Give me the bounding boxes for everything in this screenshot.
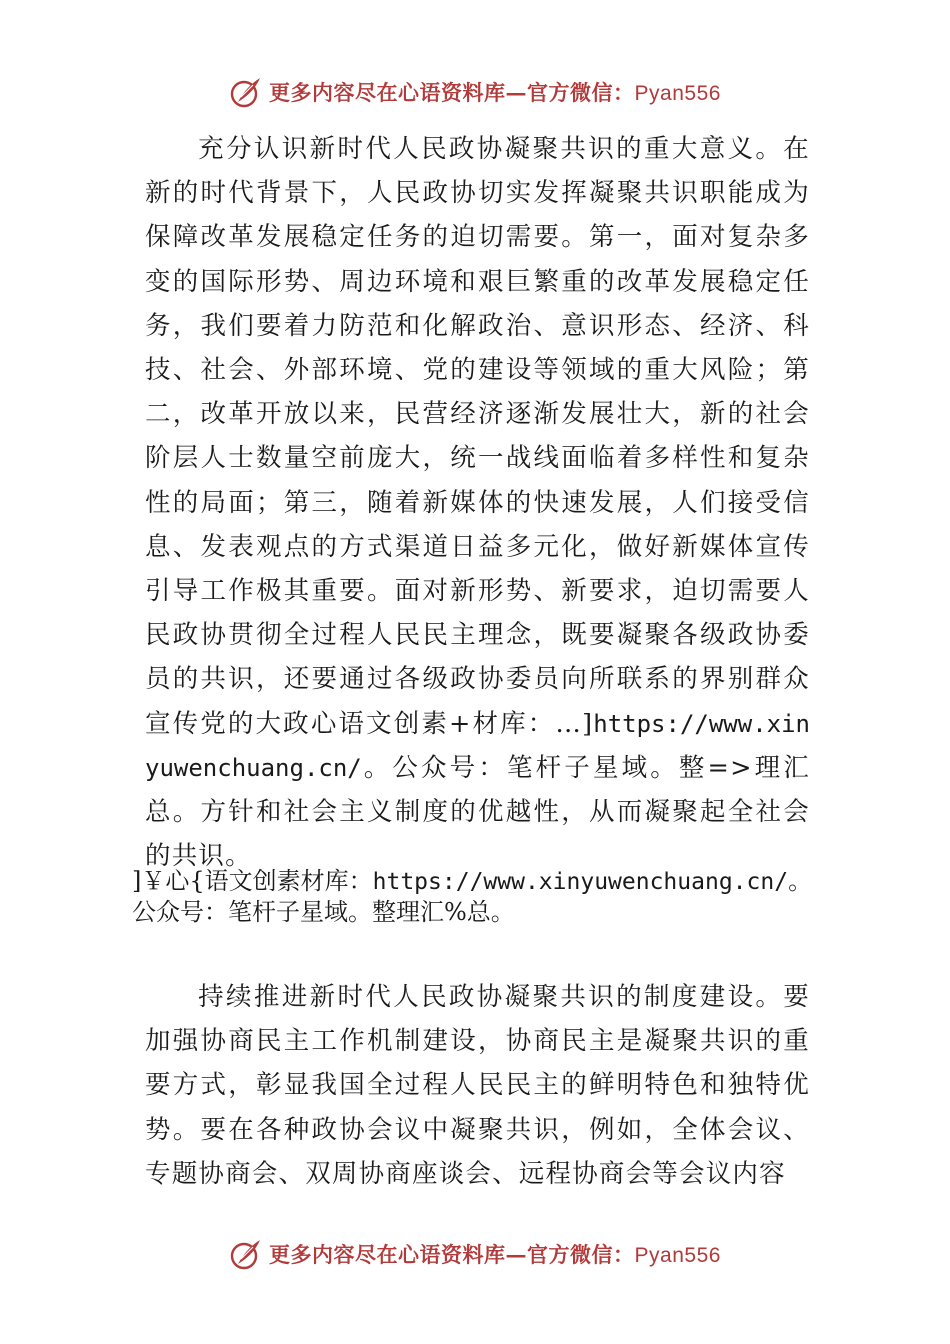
header-banner <box>0 70 950 114</box>
quill-logo-icon <box>229 1237 263 1271</box>
footnote-prefix: ]￥心{语文创素材库： <box>132 867 373 895</box>
footer-banner-text: 更多内容尽在心语资料库—官方微信：Pyan556 <box>269 1242 721 1267</box>
footnote-tail: 。公众号：笔杆子星域。整理汇%总。 <box>132 867 813 926</box>
footer-banner <box>0 1232 950 1276</box>
footnote-url: https://www.xinyuwenchuang.cn/ <box>372 869 789 895</box>
header-banner-text: 更多内容尽在心语资料库—官方微信：Pyan556 <box>269 80 721 105</box>
paragraph-significance <box>145 127 810 878</box>
paragraph-institution-building <box>145 975 810 1196</box>
quill-logo-icon <box>229 75 263 109</box>
header-wechat-id: Pyan556 <box>634 82 721 105</box>
paragraph1-text: 充分认识新时代人民政协凝聚共识的重大意义。在新的时代背景下，人民政协切实发挥凝聚共识职能成为保障改革发展稳定任务的迫切需要。第一，面对复杂多变的国际形势、周边环境和艰巨繁重的改革发展稳定任务，我们要着力防范和化解政治、意识形态、经济、科技、社会、外部环境、党的建设等领域的重大风险；第二，改革开放以来，民营经济逐渐发展壮大，新的社会阶层人士数量空前庞大，统一战线面临着多样性和复杂性的局面；第三，随着新媒体的快速发展，人们接受信息、发表观点的方式渠道日益多元化，做好新媒体宣传引导工作极其重要。面对新形势、新要求，迫切需要人民政协贯彻全过程人民民主理念，既要凝聚各级政协委员的共识，还要通过各级政协委员向所联系的界别群众宣传党的大政心语文创素+材库：…] <box>145 134 810 739</box>
paragraph1-tail: 。公众号：笔杆子星域。整=>理汇总。方针和社会主义制度的优越性，从而凝聚起全社会的共识。 <box>145 752 810 872</box>
paragraph2-text: 持续推进新时代人民政协凝聚共识的制度建设。要加强协商民主工作机制建设，协商民主是凝聚共识的重要方式，彰显我国全过程人民民主的鲜明特色和独特优势。要在各种政协会议中凝聚共识，例如，全体会议、专题协商会、双周协商座谈会、远程协商会等会议内容 <box>145 982 810 1189</box>
watermark-footnote <box>132 866 822 927</box>
footer-wechat-id: Pyan556 <box>634 1244 721 1267</box>
paragraph1-url: https://www.xinyuwenchuang.cn/ <box>145 709 810 782</box>
